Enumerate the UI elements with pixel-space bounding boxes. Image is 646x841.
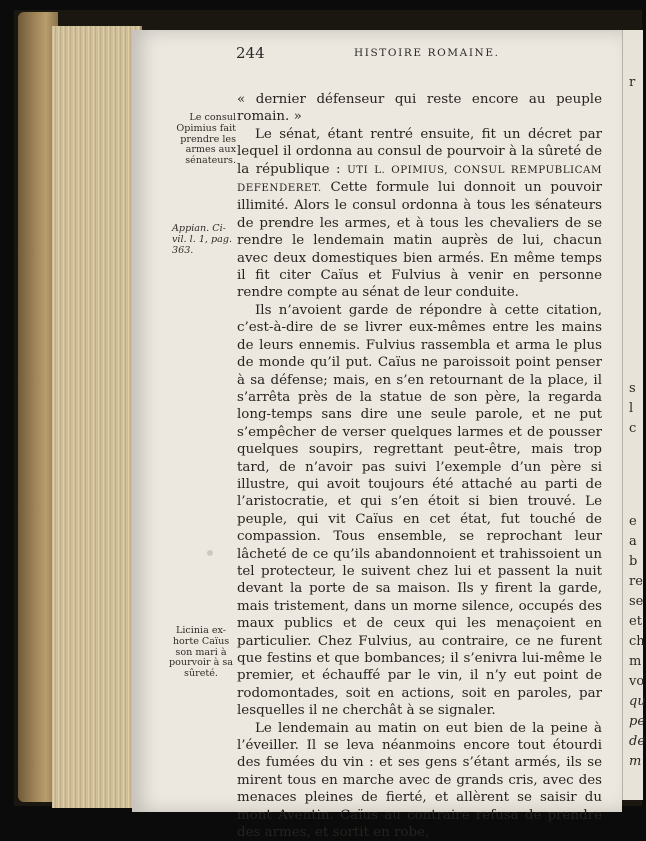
- margin-note: Le consul Opimius fait prendre les armes aux sénateurs.: [176, 112, 236, 167]
- facing-page-fragment: r: [629, 75, 636, 90]
- facing-page-edge: [622, 30, 646, 800]
- facing-page-fragment: se: [629, 594, 644, 609]
- facing-page-fragment: pe: [629, 714, 646, 729]
- facing-page-fragment: m: [629, 654, 642, 669]
- page-edges: [52, 26, 142, 808]
- paragraph-text: Le sénat, étant rentré ensuite, fit un décret par lequel il ordonna au consul de pourvoir à la sûreté de la république :: [237, 126, 602, 177]
- facing-page-fragment: qu: [629, 694, 646, 709]
- facing-page-fragment: c: [629, 421, 637, 436]
- facing-page-fragment: s: [629, 381, 636, 396]
- paragraph: Ils n’avoient garde de répondre à cette citation, c’est-à-dire de se livrer eux-mêmes entre les mains de leurs ennemis. Fulvius rassembla et arma le plus de monde qu’il put. Caïus ne paroissoit point penser à sa défense; mais, en s’en retournant de la place, il s’arrêta près de la statue de son père, la regarda long-temps sans dire une seule parole, et ne put s’empêcher de verser quelques larmes et de pousser quelques soupirs, regrettant peut-être, mais trop tard, de n’avoir pas suivi l’exemple d’un père si illustre, qui avoit toujours été attaché au parti de l’aristocratie, et qui s’en étoit si bien trouvé. Le peuple, qui vit Caïus en cet état, fut touché de compassion. Tous ensemble, se reprochant leur lâcheté de ce qu’ils abandonnoient et trahissoient un tel protecteur, le suivent chez lui et passent la nuit devant la porte de sa maison. Ils y firent la garde, mais tristement, dans un morne silence, occupés des maux publics et de ceux qui les menaçoient en particulier. Chez Fulvius, au contraire, ce ne furent que festins et que bombances; il s’enivra lui-même le premier, et échauffé par le vin, il n’y eut point de rodomontades, soit en actions, soit en paroles, par lesquelles il ne cherchât à se signaler.: [237, 302, 602, 719]
- page-header: [236, 44, 616, 64]
- margin-note-citation: Appian. Ci-vil. l. 1, pag. 363.: [172, 223, 233, 256]
- body-text: [237, 91, 602, 841]
- margin-note: Licinia ex-horte Caïus son mari à pourvoir à sa sûreté.: [169, 625, 233, 680]
- facing-page-fragment: a: [629, 534, 637, 549]
- facing-page-fragment: e: [629, 514, 637, 529]
- foxing-spot: [207, 550, 213, 556]
- decree-formula: UTI L. OPIMIUS, CONSUL REMPUBLICAM DEFENDERET.: [237, 163, 602, 195]
- facing-page-fragment: et: [629, 614, 642, 629]
- facing-page-fragment: b: [629, 554, 638, 569]
- paragraph: [237, 126, 602, 302]
- paragraph: « dernier défenseur qui reste encore au peuple romain. »: [237, 92, 602, 125]
- facing-page-fragment: l: [629, 401, 634, 416]
- paragraph: Le lendemain au matin on eut bien de la peine à l’éveiller. Il se leva néanmoins encore tout étourdi des fumées du vin : et ses gens s’étant armés, ils se mirent tous en marche avec de grands cris, avec des menaces pleines de fierté, et allèrent se saisir du mont Aventin. Caïus au contraire refusa de prendre des armes, et sortit en robe,: [237, 720, 602, 841]
- page-number: 244: [236, 44, 265, 62]
- paragraph-text: Cette formule lui donnoit un pouvoir illimité. Alors le consul ordonna à tous les sénateurs de prendre les armes, et à tous les chevaliers de se rendre le lendemain matin auprès de lui, chacun avec deux domestiques bien armés. En même temps il fit citer Caïus et Fulvius à venir en personne rendre compte au sénat de leur conduite.: [237, 180, 602, 301]
- facing-page-fragment: vo: [629, 674, 645, 689]
- facing-page-fragment: de: [629, 734, 646, 749]
- running-head: HISTOIRE ROMAINE.: [354, 47, 500, 59]
- facing-page-fragment: ch: [629, 634, 645, 649]
- facing-page-fragment: re: [629, 574, 643, 589]
- facing-page-fragment: m: [629, 754, 642, 769]
